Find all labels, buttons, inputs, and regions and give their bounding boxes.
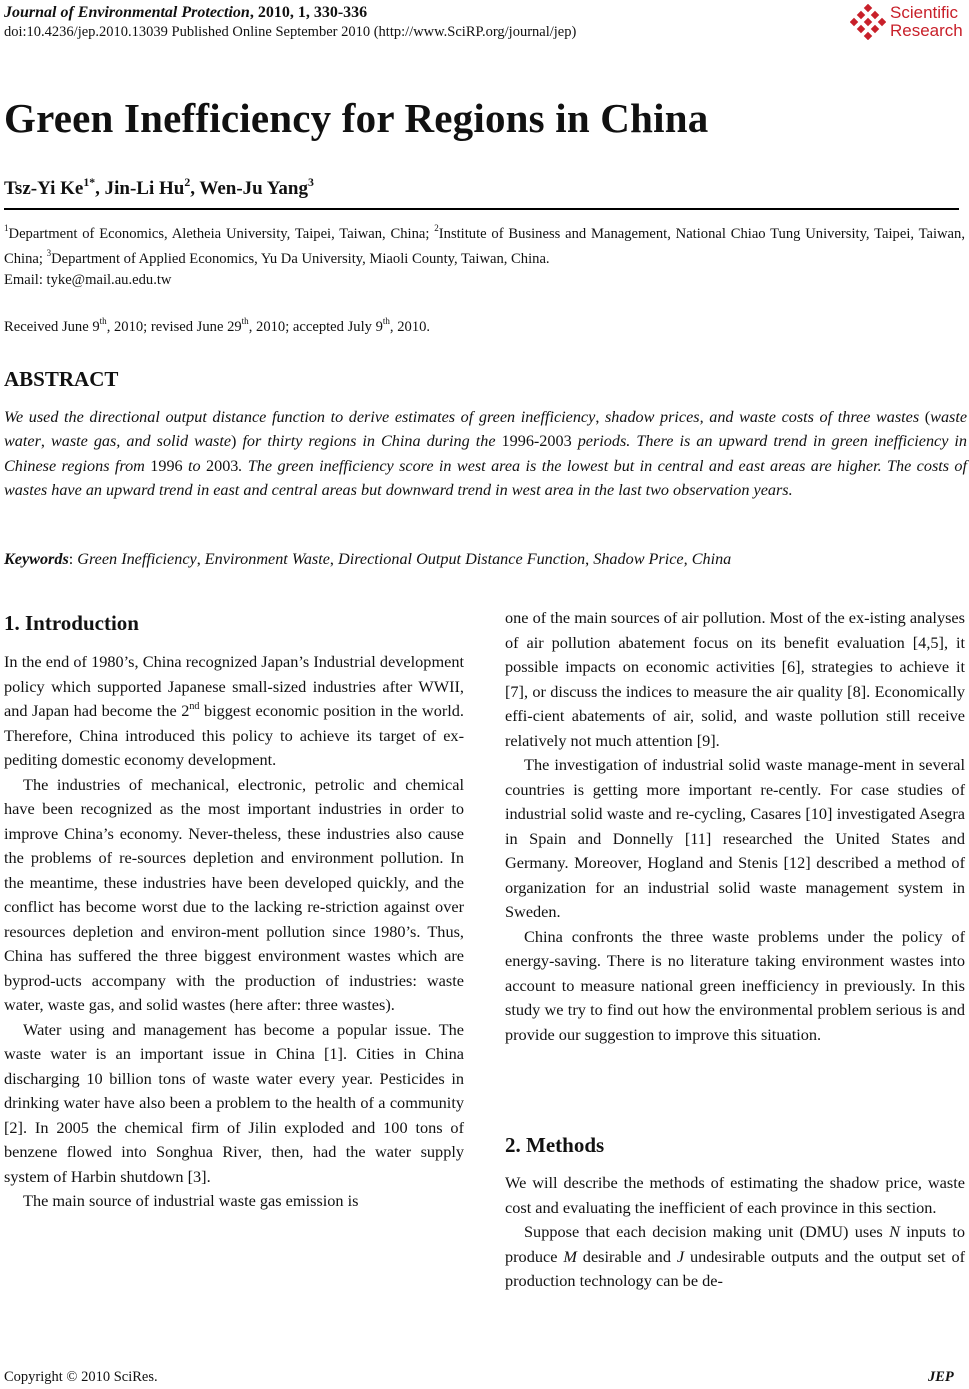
paragraph: We will describe the methods of estimating the shadow price, waste cost and evaluating the inefficient of each province in this section. [505,1173,965,1217]
paragraph: In the end of 1980’s, China recognized Japan’s Industrial development policy which supported Japanese small-sized industries after WWII, and Japan had become the 2nd biggest economic position in the world. Therefore, China introduced this policy to achieve its target of ex-pediting domestic economy development. [4,652,464,769]
right-column-top [505,606,965,1047]
author: Jin-Li Hu$^2$, [104,175,200,199]
publisher-logo [850,2,966,42]
paper-title: Green Inefficiency for Regions in China [4,95,709,141]
paragraph: one of the main sources of air pollution. Most of the ex-isting analyses of air pollution abatement focus on its benefit evaluation [4,5], it possible impacts on economic activities [6], strategies to achieve it [7], or discuss the indices to measure the air quality [8]. Economically effi-cient abatements of air, solid, and waste pollution still receive relatively not much attention [9]. [505,608,965,750]
section-heading-introduction: 1. Introduction [4,611,139,635]
journal-volume: , 2010, 1, 330-336 [249,4,368,21]
journal-abbreviation-footer: JEP [928,1369,954,1385]
journal-header [4,4,367,22]
section-heading-methods: 2. Methods [505,1133,605,1157]
author: Wen-Ju Yang$^3$ [199,175,314,199]
logo-text-line1: Scientific [890,3,959,22]
logo-text-line2: Research [890,21,963,40]
journal-name: Journal of Environmental Protection [4,4,250,21]
doi-line: doi:10.4236/jep.2010.13039 Published Online September 2010 (http://www.SciRP.org/journal/jep) [4,24,577,40]
author: Tsz-Yi $Ke^{1*}$, [4,175,105,199]
paragraph: The investigation of industrial solid waste manage-ment in several countries is getting more important re-cently. For case studies of industrial solid waste and re-cycling, Casares [10] investigated Asegra in Spain and Donnelly [11] researched the United States and Germany. Moreover, Hogland and Stenis [12] described a method of organization for an industrial solid waste management system in Sweden. [505,755,965,921]
author-list [4,175,314,200]
abstract-body: We used the directional output distance function to derive estimates of green inefficiency, shadow prices, and waste costs of three wastes (waste water, waste gas, and solid waste) for thirty regions in China during the 1996-2003 periods. There is an upward trend in green inefficiency in Chinese regions from 1996 to 2003. The green inefficiency score in west area is the lowest but in central and east areas are higher. The costs of wastes have an upward trend in east and central areas but downward trend in west area in the last two observation years. [4,408,968,499]
copyright-footer: Copyright © 2010 SciRes. [4,1369,158,1385]
keywords: Keywords: Green Inefficiency, Environment Waste, Directional Output Distance Function, Shadow Price, China [4,550,732,568]
paragraph: The main source of industrial waste gas emission is [23,1191,359,1210]
abstract-heading: ABSTRACT [4,367,119,391]
right-column-bottom [505,1171,965,1294]
publisher-logo-mark-icon [850,4,886,40]
author-email: Email: tyke@mail.au.edu.tw [4,272,172,288]
received-dates: Received June 9th, 2010; revised June 29th, 2010; accepted July 9th, 2010. [4,316,431,335]
paragraph: China confronts the three waste problems under the policy of energy-saving. There is no literature taking environment wastes into account to measure national green inefficiency in previously. In this study we try to find out how the environmental problem serious is and provide our suggestion to improve this situation. [505,926,965,1044]
paragraph: Water using and management has become a popular issue. The waste water is an important issue in China [1]. Cities in China discharging 10 billion tons of waste water every year. Pesticides in drinking water have also been a problem to the health of a community [2]. In 2005 the chemical firm of Jilin exploded and 100 tons of benzene flowed into Songhua River, then, had the water supply system of Harbin shutdown [3]. [4,1019,464,1186]
title-divider [4,208,959,210]
affiliations: $^1$Department of Economics, Aletheia University, Taipei, Taiwan, China; $^2$Institute of Business and Management, National Chiao Tung University, Taipei, Taiwan, China; $^3$Department of Applied Economics, Yu Da University, Miaoli County, Taiwan, China. [4,223,965,267]
paragraph: The industries of mechanical, electronic, petrolic and chemical have been recognized as the most important industries in order to improve China’s economy. Never-theless, these industries also cause the problems of re-sources depletion and environment pollution. In the meantime, these industries have been developed quickly, and the conflict has become worst due to the lacking re-striction against over resources depletion and environ-ment pollution since 1980’s. Thus, China has suffered the three biggest environment wastes which are byprod-ucts accompany with the production of industries: waste water, waste gas, and solid wastes (here after: three wastes). [4,774,464,1014]
left-column [4,650,464,1214]
paragraph: Suppose that each decision making unit (DMU) uses N inputs to produce M desirable and J undesirable outputs and the output set of production technology can be de- [505,1222,966,1290]
